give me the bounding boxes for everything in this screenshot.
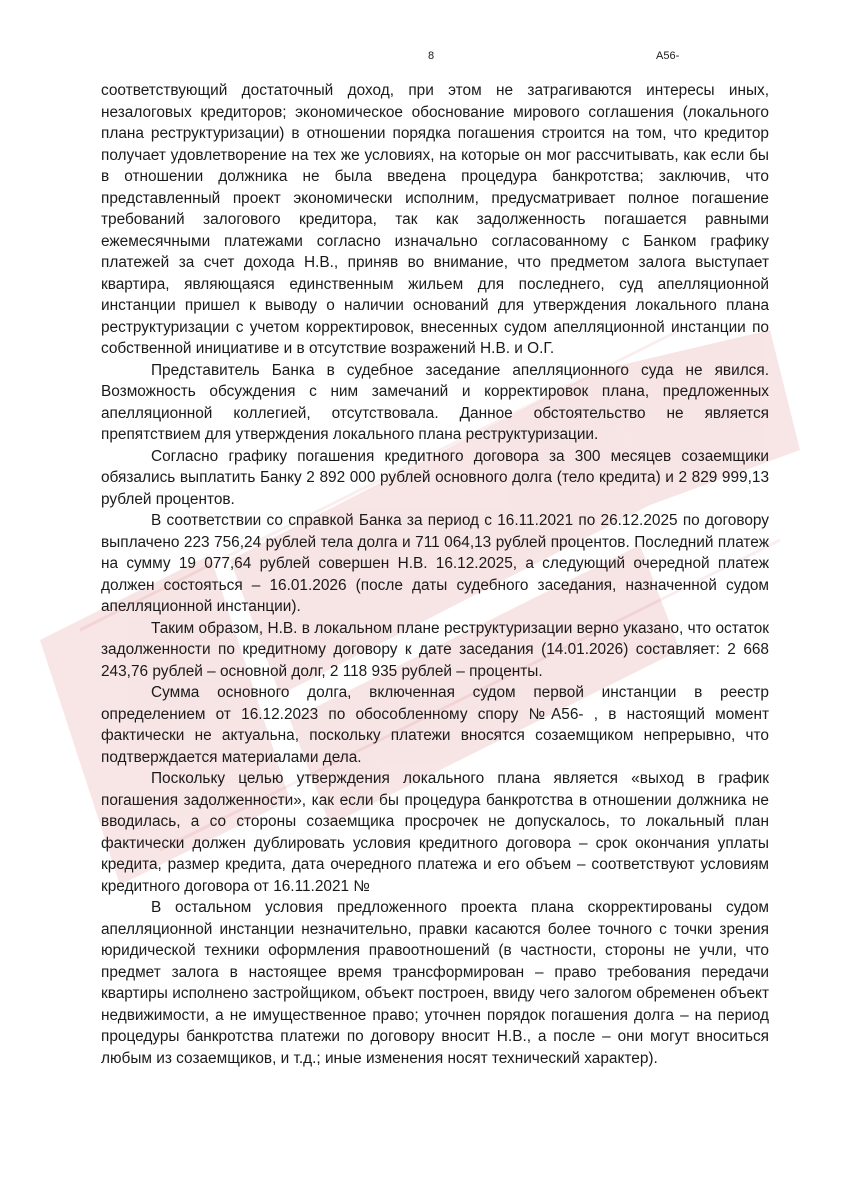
paragraph-remaining-debt: Таким образом, Н.В. в локальном плане реструктуризации верно указано, что остаток задолженности по кредитному договору к дате заседания (14.01.2026) составляет: 2 668 243,76 рублей – основной долг, 2 118 935 рублей – проценты.	[101, 619, 769, 680]
paragraph-payment-schedule: Согласно графику погашения кредитного договора за 300 месяцев созаемщики обязались выплатить Банку 2 892 000 рублей основного долга (тело кредита) и 2 829 999,13 рублей процентов.	[101, 447, 769, 508]
paragraph-bank-representative: Представитель Банка в судебное заседание апелляционного суда не явился. Возможность обсуждения с ним замечаний и корректировок плана, предложенных апелляционной коллегией, отсутствовала. Данное обстоятельство не является препятствием для утверждения локального плана реструктуризации.	[101, 361, 769, 443]
case-number-header: А56-	[656, 50, 680, 62]
paragraph-bank-statement: В соответствии со справкой Банка за период с 16.11.2021 по 26.12.2025 по договору выплачено 223 756,24 рублей тела долга и 711 064,13 рублей процентов. Последний платеж на сумму 19 077,64 рублей совершен Н.В. 16.12.2025, а следующий очередной платеж должен состояться – 16.01.2026 (после даты судебного заседания, назначенной судом апелляционной инстанции).	[101, 512, 769, 615]
paragraph-plan-corrections: В остальном условия предложенного проекта плана скорректированы судом апелляционной инстанции незначительно, правки касаются более точного с точки зрения юридической техники оформления правоотношений (в частности, стороны не учли, что предмет залога в настоящее время трансформирован – право требования передачи квартиры исполнено застройщиком, объект построен, ввиду чего залогом обременен объект недвижимости, а не имущественное право; уточнен порядок погашения долга – на период процедуры банкротства платежи по договору вносит Н.В., а после – они могут вноситься любым из созаемщиков, и т.д.; иные изменения носят технический характер).	[101, 899, 769, 1067]
paragraph-continuation: соответствующий достаточный доход, при этом не затрагиваются интересы иных, незалоговых кредиторов; экономическое обоснование мирового соглашения (локального плана реструктуризации) в отношении порядка погашения строится на том, что кредитор получает удовлетворение на тех же условиях, на которые он мог рассчитывать, как если бы в отношении должника не была введена процедура банкротства; заключив, что представленный проект экономически исполним, предусматривает полное погашение требований залогового кредитора, так как задолженность погашается равными ежемесячными платежами согласно изначально согласованному с Банком графику платежей за счет дохода Н.В., приняв во внимание, что предметом залога выступает квартира, являющаяся единственным жильем для последнего, суд апелляционной инстанции пришел к выводу о наличии оснований для утверждения локального плана реструктуризации с учетом корректировок, внесенных судом апелляционной инстанции по собственной инициативе и в отсутствие возражений Н.В. и О.Г.	[101, 82, 769, 357]
page-header	[0, 50, 848, 68]
document-body	[101, 80, 769, 1069]
page-number: 8	[428, 50, 435, 62]
paragraph-plan-purpose: Поскольку целью утверждения локального плана является «выход в график погашения задолженности», как если бы процедура банкротства в отношении должника не вводилась, а со стороны созаемщика просрочек не допускалось, то локальный план фактически должен дублировать условия кредитного договора – срок окончания уплаты кредита, размер кредита, дата очередного платежа и его объем – соответствуют условиям кредитного договора от 16.11.2021 №	[101, 770, 769, 895]
paragraph-registry-debt: Сумма основного долга, включенная судом первой инстанции в реестр определением от 16.12.2023 по обособленному спору №А56- , в настоящий момент фактически не актуальна, поскольку платежи вносятся созаемщиком непрерывно, что подтверждается материалами дела.	[101, 684, 769, 766]
